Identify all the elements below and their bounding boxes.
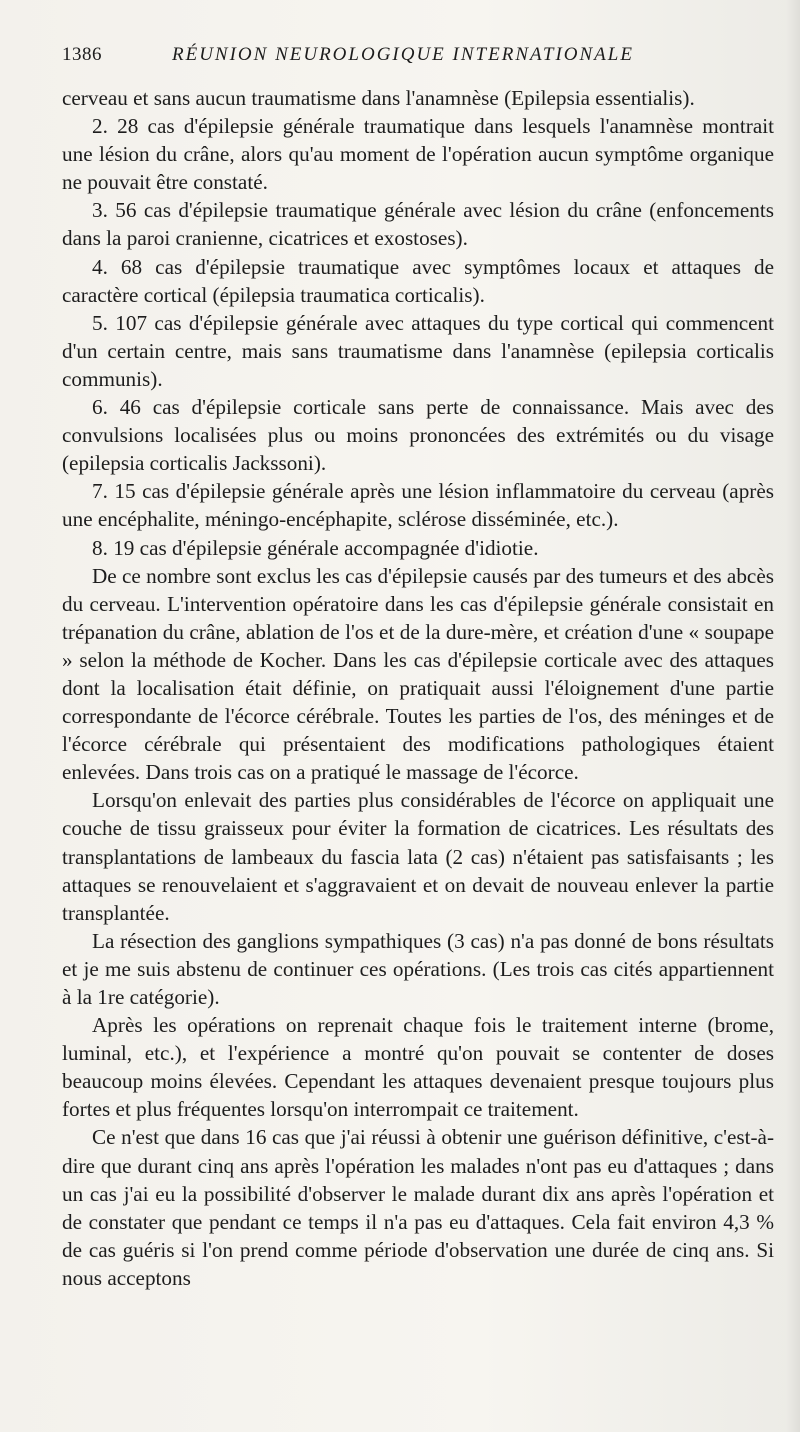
list-item-5: 5. 107 cas d'épilepsie générale avec attaques du type cortical qui commencent d'un certain centre, mais sans traumatisme dans l'anamnèse (epilepsia corticalis communis). xyxy=(62,310,774,391)
paragraph-sympathetic-ganglia: La résection des ganglions sympathiques (3 cas) n'a pas donné de bons résultats et je me suis abstenu de continuer ces opérations. (Les trois cas cités appartiennent à la 1re catégorie). xyxy=(62,928,774,1009)
paragraph-internal-treatment: Après les opérations on reprenait chaque fois le traitement interne (brome, luminal, etc.), et l'expérience a montré qu'on pouvait se contenter de doses beaucoup moins élevées. Cependant les attaques devenaient presque toujours plus fortes et plus fréquentes lorsqu'on interrompait ce traitement. xyxy=(62,1013,774,1122)
list-item-7: 7. 15 cas d'épilepsie générale après une lésion inflammatoire du cerveau (après une encéphalite, méningo-encéphapite, sclérose disséminée, etc.). xyxy=(62,479,774,532)
list-item-4: 4. 68 cas d'épilepsie traumatique avec symptômes locaux et attaques de caractère cortical (épilepsia traumatica corticalis). xyxy=(62,254,774,307)
list-item-6: 6. 46 cas d'épilepsie corticale sans perte de connaissance. Mais avec des convulsions localisées plus ou moins prononcées des extrémités ou du visage (epilepsia corticalis Jackssoni). xyxy=(62,395,774,476)
paragraph-results: Ce n'est que dans 16 cas que j'ai réussi à obtenir une guérison définitive, c'est-à-dire que durant cinq ans après l'opération les malades n'ont pas eu d'attaques ; dans un cas j'ai eu la possibilité d'observer le malade durant dix ans après l'opération et de constater que pendant ce temps il n'a pas eu d'attaques. Cela fait environ 4,3 % de cas guéris si l'on prend comme période d'observation une durée de cinq ans. Si nous acceptons xyxy=(62,1125,774,1290)
paragraph-fat-graft: Lorsqu'on enlevait des parties plus considérables de l'écorce on appliquait une couche de tissu graisseux pour éviter la formation de cicatrices. Les résultats des transplantations de lambeaux du fascia lata (2 cas) n'étaient pas satisfaisants ; les attaques se renouvelaient et s'aggravaient et on devait de nouveau enlever la partie transplantée. xyxy=(62,788,774,925)
page-header xyxy=(62,44,752,70)
list-item-3: 3. 56 cas d'épilepsie traumatique générale avec lésion du crâne (enfoncements dans la paroi cranienne, cicatrices et exostoses). xyxy=(62,198,774,251)
paragraph-exclusions: De ce nombre sont exclus les cas d'épilepsie causés par des tumeurs et des abcès du cerveau. L'intervention opératoire dans les cas d'épilepsie générale consistait en trépanation du crâne, ablation de l'os et de la dure-mère, et création d'une « soupape » selon la méthode de Kocher. Dans les cas d'épilepsie corticale avec des attaques dont la localisation était définie, on pratiquait aussi l'éloignement d'une partie correspondante de l'écorce cérébrale. Toutes les parties de l'os, des méninges et de l'écorce cérébrale qui présentaient des modifications pathologiques étaient enlevées. Dans trois cas on a pratiqué le massage de l'écorce. xyxy=(62,563,774,785)
running-title: RÉUNION NEUROLOGIQUE INTERNATIONALE xyxy=(172,44,634,65)
page-number: 1386 xyxy=(62,44,102,65)
body-text xyxy=(62,84,774,1292)
list-item-2: 2. 28 cas d'épilepsie générale traumatique dans lesquels l'anamnèse montrait une lésion du crâne, alors qu'au moment de l'opération aucun symptôme organique ne pouvait être constaté. xyxy=(62,114,774,195)
page-gutter-shadow xyxy=(786,0,800,1432)
list-item-8: 8. 19 cas d'épilepsie générale accompagnée d'idiotie. xyxy=(92,535,539,560)
paragraph-continuation: cerveau et sans aucun traumatisme dans l'anamnèse (Epilepsia essentialis). xyxy=(62,86,695,110)
